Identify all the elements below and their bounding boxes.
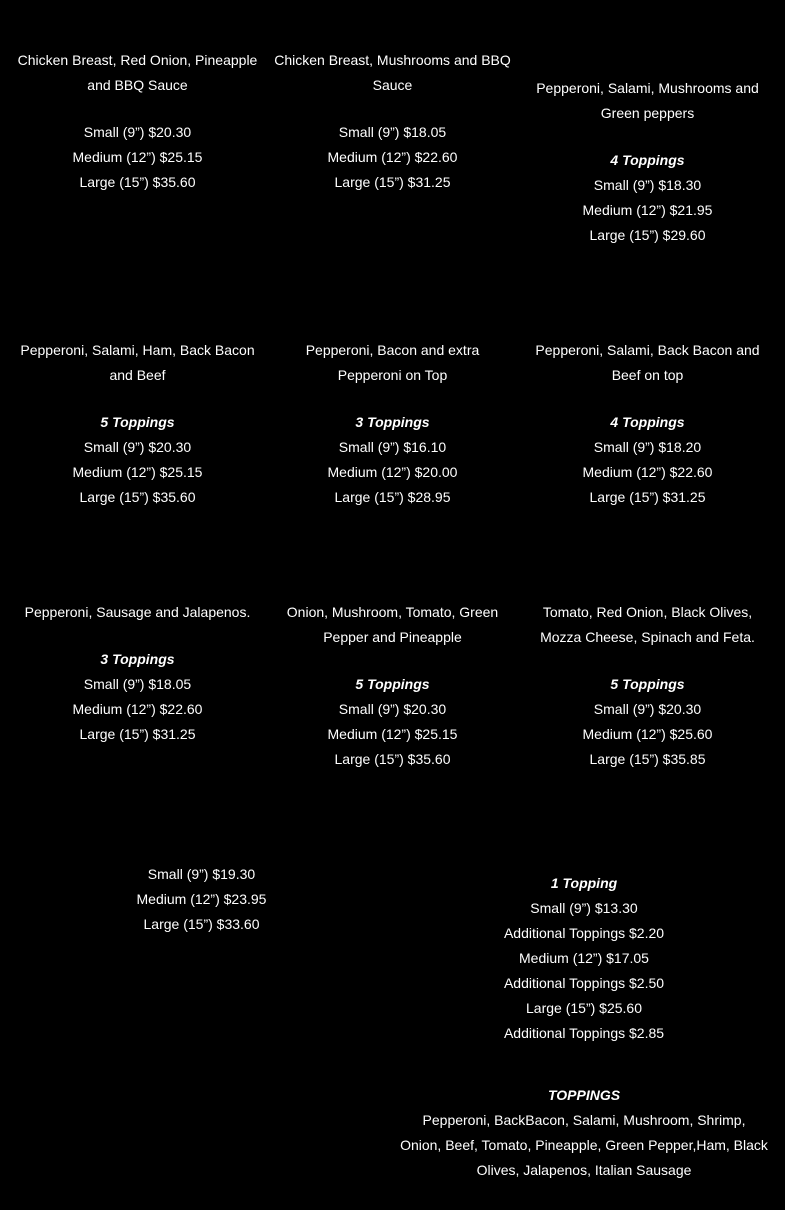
- price-medium: Medium (12”) $20.00: [327, 464, 458, 480]
- toppings-count: 5 Toppings: [610, 676, 685, 692]
- price-small: Small (9”) $18.30: [593, 177, 702, 193]
- pizza-description: Pepperoni, Salami, Mushrooms and Green peppers: [536, 80, 759, 121]
- toppings-count: 3 Toppings: [100, 651, 175, 667]
- pizza-description: Pepperoni, Salami, Back Bacon and Beef on top: [535, 342, 760, 383]
- toppings-count: 3 Toppings: [355, 414, 430, 430]
- price-small: Small (9”) $16.10: [338, 439, 447, 455]
- price-small: Small (9”) $20.30: [83, 439, 192, 455]
- pizza-description: Pepperoni, Bacon and extra Pepperoni on Top: [305, 342, 480, 383]
- price-small: Small (9”) $18.05: [83, 676, 192, 692]
- pizza-card-1: [15, 48, 260, 195]
- pizza-card-7: [15, 600, 260, 747]
- pizza-description: Chicken Breast, Mushrooms and BBQ Sauce: [274, 52, 511, 93]
- price-small: Small (9”) $20.30: [338, 701, 447, 717]
- price-medium: Medium (12”) $17.05: [519, 950, 649, 966]
- price-large: Large (15”) $35.60: [79, 489, 196, 505]
- price-large: Large (15”) $35.60: [334, 751, 451, 767]
- toppings-list-text: Pepperoni, BackBacon, Salami, Mushroom, Shrimp, Onion, Beef, Tomato, Pineapple, Green Pepper,Ham, Black Olives, Jalapenos, Italian Sausage: [400, 1112, 768, 1178]
- pizza-card-2: [270, 48, 515, 195]
- pizza-description: Onion, Mushroom, Tomato, Green Pepper and Pineapple: [286, 604, 499, 645]
- price-large: Large (15”) $35.85: [589, 751, 706, 767]
- price-large: Large (15”) $31.25: [589, 489, 706, 505]
- price-medium: Medium (12”) $22.60: [72, 701, 203, 717]
- toppings-count: 4 Toppings: [610, 414, 685, 430]
- price-large: Large (15”) $33.60: [143, 916, 260, 932]
- price-medium: Medium (12”) $25.15: [72, 464, 203, 480]
- toppings-count: 5 Toppings: [100, 414, 175, 430]
- pizza-card-5: [290, 338, 495, 510]
- pizza-card-8: [280, 600, 505, 772]
- price-medium: Medium (12”) $25.15: [72, 149, 203, 165]
- price-small: Small (9”) $20.30: [83, 124, 192, 140]
- additional-toppings-medium: Additional Toppings $2.50: [503, 975, 665, 991]
- price-small: Small (9”) $13.30: [530, 900, 638, 916]
- pizza-description: Pepperoni, Salami, Ham, Back Bacon and Beef: [20, 342, 255, 383]
- toppings-count: 4 Toppings: [610, 152, 685, 168]
- price-small: Small (9”) $18.20: [593, 439, 702, 455]
- price-large: Large (15”) $25.60: [526, 1000, 642, 1016]
- pizza-description: Pepperoni, Sausage and Jalapenos.: [24, 604, 251, 620]
- additional-toppings-small: Additional Toppings $2.20: [503, 925, 665, 941]
- price-large: Large (15”) $31.25: [334, 174, 451, 190]
- price-medium: Medium (12”) $22.60: [327, 149, 458, 165]
- price-small: Small (9”) $20.30: [593, 701, 702, 717]
- price-medium: Medium (12”) $22.60: [582, 464, 713, 480]
- toppings-count: 1 Topping: [550, 875, 618, 891]
- build-your-own-block: [474, 871, 694, 1046]
- pizza-description: Chicken Breast, Red Onion, Pineapple and BBQ Sauce: [17, 52, 258, 93]
- pizza-description: Tomato, Red Onion, Black Olives, Mozza Cheese, Spinach and Feta.: [540, 604, 755, 645]
- additional-toppings-large: Additional Toppings $2.85: [503, 1025, 665, 1041]
- price-medium: Medium (12”) $21.95: [582, 202, 713, 218]
- price-small: Small (9”) $19.30: [147, 866, 256, 882]
- price-large: Large (15”) $28.95: [334, 489, 451, 505]
- price-medium: Medium (12”) $23.95: [136, 891, 267, 907]
- price-medium: Medium (12”) $25.15: [327, 726, 458, 742]
- extra-price-block: [100, 862, 303, 937]
- toppings-heading: TOPPINGS: [547, 1087, 621, 1103]
- pizza-card-4: [15, 338, 260, 510]
- price-medium: Medium (12”) $25.60: [582, 726, 713, 742]
- price-small: Small (9”) $18.05: [338, 124, 447, 140]
- pizza-card-9: [535, 600, 760, 772]
- toppings-count: 5 Toppings: [355, 676, 430, 692]
- price-large: Large (15”) $31.25: [79, 726, 196, 742]
- price-large: Large (15”) $29.60: [589, 227, 706, 243]
- pizza-card-3: [530, 76, 765, 248]
- pizza-card-6: [530, 338, 765, 510]
- toppings-list-block: [400, 1083, 768, 1183]
- price-large: Large (15”) $35.60: [79, 174, 196, 190]
